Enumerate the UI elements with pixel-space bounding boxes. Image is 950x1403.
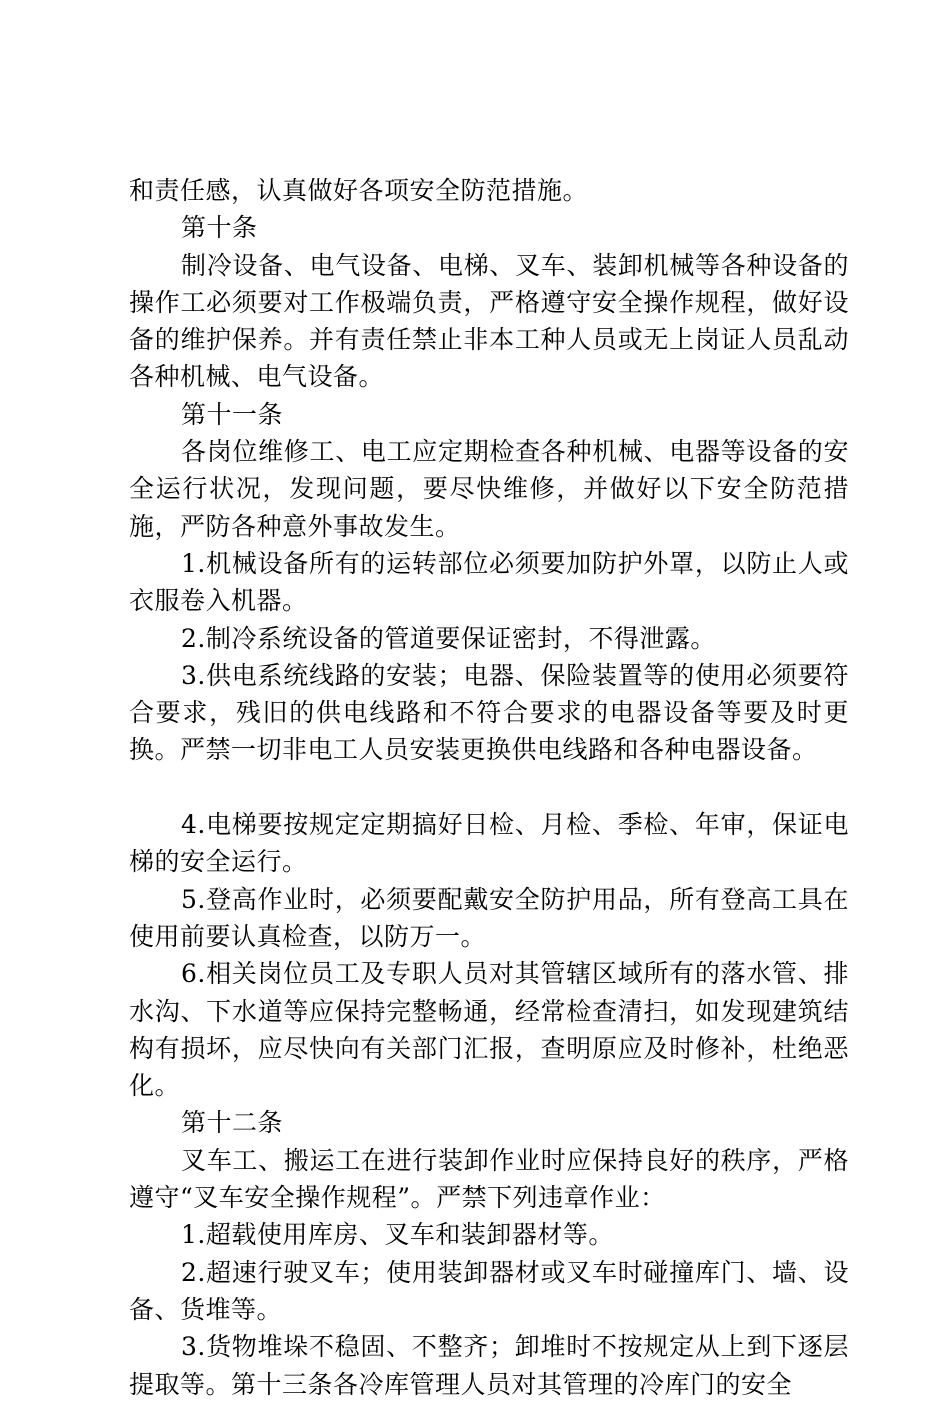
article-12-item-3: 3.货物堆垛不稳固、不整齐；卸堆时不按规定从上到下逐层提取等。第十三条各冷库管理人员对其管理的冷库门的安全 [129,1332,849,1399]
article-11-body: 各岗位维修工、电工应定期检查各种机械、电器等设备的安全运行状况，发现问题，要尽快维修，并做好以下安全防范措施，严防各种意外事故发生。 [129,437,849,541]
article-11-item-4: 4.电梯要按规定定期搞好日检、月检、季检、年审，保证电梯的安全运行。 [129,810,849,877]
article-11-item-1: 1.机械设备所有的运转部位必须要加防护外罩，以防止人或衣服卷入机器。 [129,548,849,616]
article-heading-11: 第十一条 [181,399,284,429]
article-11-item-5: 5.登高作业时，必须要配戴安全防护用品，所有登高工具在使用前要认真检查，以防万一。 [129,884,849,951]
article-12-item-2: 2.超速行驶叉车；使用装卸器材或叉车时碰撞库门、墙、设备、货堆等。 [129,1257,849,1324]
article-12-body: 叉车工、搬运工在进行装卸作业时应保持良好的秩序，严格遵守“叉车安全操作规程”。严禁下列违章作业： [129,1145,849,1213]
article-11-item-2: 2.制冷系统设备的管道要保证密封，不得泄露。 [181,623,716,653]
article-10-body: 制冷设备、电气设备、电梯、叉车、装卸机械等各种设备的操作工必须要对工作极端负责，严格遵守安全操作规程，做好设备的维护保养。并有责任禁止非本工种人员或无上岗证人员乱动各种机械、电气设备。 [129,250,849,392]
article-11-item-3: 3.供电系统线路的安装；电器、保险装置等的使用必须要符合要求，残旧的供电线路和不符合要求的电器设备等要及时更换。严禁一切非电工人员安装更换供电线路和各种电器设备。 [129,660,849,765]
article-12-item-1: 1.超载使用库房、叉车和装卸器材等。 [181,1220,614,1250]
article-heading-12: 第十二条 [181,1108,284,1138]
blank-line [129,769,849,806]
document-body [129,172,849,1403]
paragraph-continuation: 和责任感，认真做好各项安全防范措施。 [129,176,589,205]
article-11-item-6: 6.相关岗位员工及专职人员对其管辖区域所有的落水管、排水沟、下水道等应保持完整畅通，经常检查清扫，如发现建筑结构有损坏，应尽快向有关部门汇报，查明原应及时修补，杜绝恶化。 [129,959,849,1101]
article-heading-10: 第十条 [181,213,258,243]
